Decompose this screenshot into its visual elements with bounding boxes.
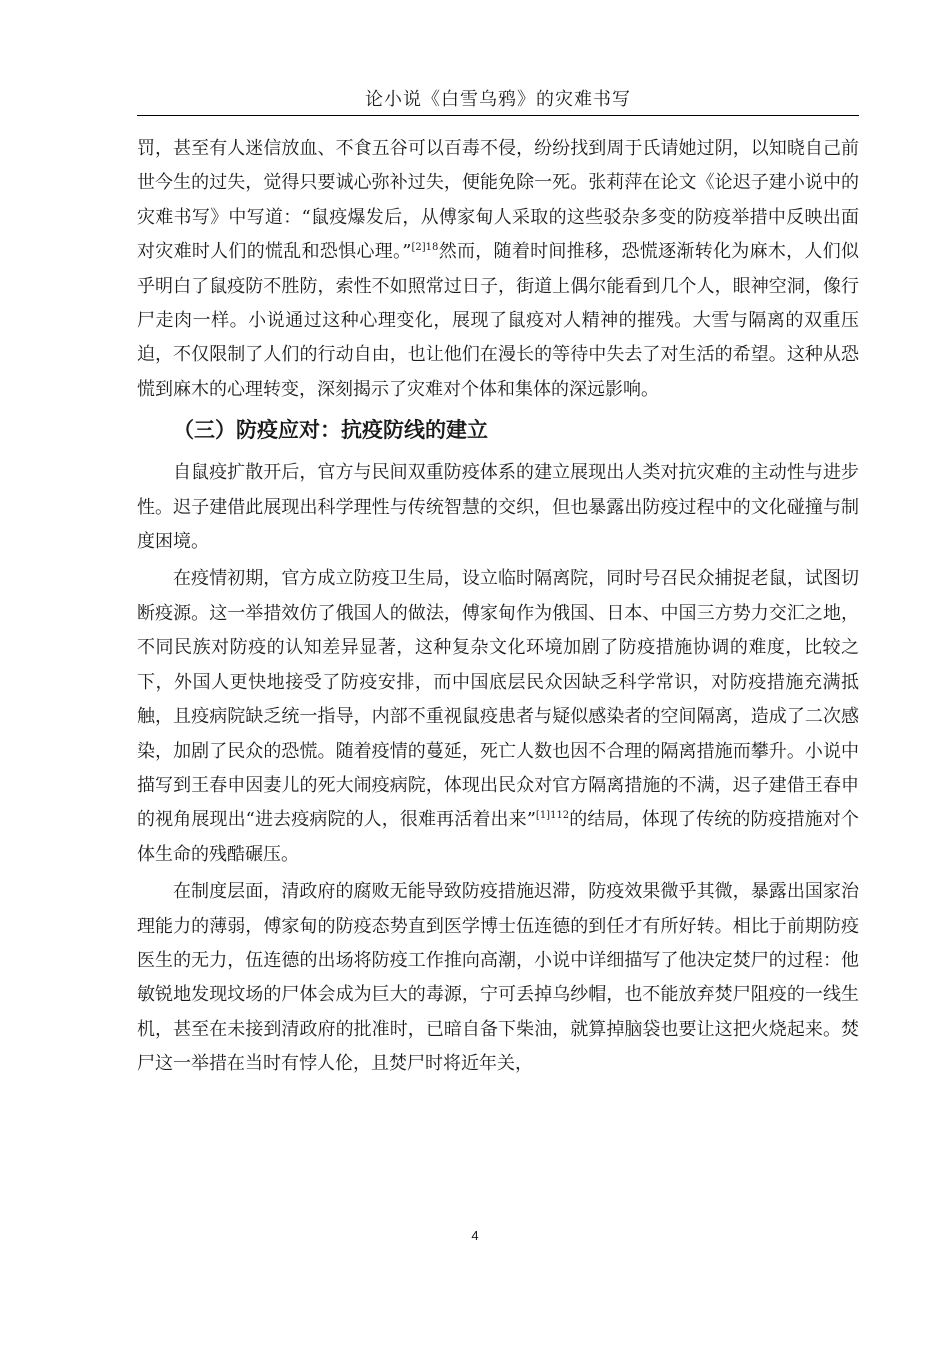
- body-text: [137, 132, 859, 1082]
- paragraph-text: 然而，随着时间推移，恐慌逐渐转化为麻木，人们似乎明白了鼠疫防不胜防，索性不如照常过日子，街道上偶尔能看到几个人，眼神空洞，像行尸走肉一样。小说通过这种心理变化，展现了鼠疫对人精神的摧残。大雪与隔离的双重压迫，不仅限制了人们的行动自由，也让他们在漫长的等待中失去了对生活的希望。这种从恐慌到麻木的心理转变，深刻揭示了灾难对个体和集体的深远影响。: [137, 241, 860, 400]
- paragraph-text: 的结局，体现了传统的防疫措施对个体生命的残酷碾压。: [137, 809, 860, 865]
- paragraph: [137, 132, 859, 407]
- paragraph-text: 罚，甚至有人迷信放血、不食五谷可以百毒不侵，纷纷找到周于氏请她过阴，以知晓自己前世今生的过失，觉得只要诚心弥补过失，便能免除一死。张莉萍在论文《论迟子建小说中的灾难书写》中写道：“鼠疫爆发后，从傅家甸人采取的这些驳杂多变的防疫举措中反映出面对灾难时人们的慌乱和恐惧心理。”: [137, 138, 859, 263]
- paragraph: 在制度层面，清政府的腐败无能导致防疫措施迟滞，防疫效果微乎其微，暴露出国家治理能力的薄弱，傅家甸的防疫态势直到医学博士伍连德的到任才有所好转。相比于前期防疫医生的无力，伍连德的出场将防疫工作推向高潮，小说中详细描写了他决定焚尸的过程：他敏锐地发现坟场的尸体会成为巨大的毒源，宁可丢掉乌纱帽，也不能放弃焚尸阻疫的一线生机，甚至在未接到清政府的批准时，已暗自备下柴油，就算掉脑袋也要让这把火烧起来。焚尸这一举措在当时有悖人伦，且焚尸时将近年关，: [137, 881, 859, 1075]
- page-number: 4: [471, 1228, 479, 1243]
- paragraph-text: 在疫情初期，官方成立防疫卫生局，设立临时隔离院，同时号召民众捕捉老鼠，试图切断疫源。这一举措效仿了俄国人的做法，傅家甸作为俄国、日本、中国三方势力交汇之地，不同民族对防疫的认知差异显著，这种复杂文化环境加剧了防疫措施协调的难度，比较之下，外国人更快地接受了防疫安排，而中国底层民众因缺乏科学常识，对防疫措施充满抵触，且疫病院缺乏统一指导，内部不重视鼠疫患者与疑似感染者的空间隔离，造成了二次感染，加剧了民众的恐慌。随着疫情的蔓延，死亡人数也因不合理的隔离措施而攀升。小说中描写到王春申因妻儿的死大闹疫病院，体现出民众对官方隔离措施的不满，迟子建借王春申的视角展现出“进去疫病院的人，很难再活着出来”: [137, 568, 859, 831]
- paragraph: [137, 562, 859, 872]
- running-header: 论小说《白雪乌鸦》的灾难书写: [137, 90, 859, 116]
- citation-superscript: [2]18: [411, 242, 439, 254]
- citation-superscript: [1]112: [535, 810, 570, 822]
- paragraph: 自鼠疫扩散开后，官方与民间双重防疫体系的建立展现出人类对抗灾难的主动性与进步性。迟子建借此展现出科学理性与传统智慧的交织，但也暴露出防疫过程中的文化碰撞与制度困境。: [137, 462, 859, 553]
- section-heading: （三）防疫应对：抗疫防线的建立: [173, 418, 488, 443]
